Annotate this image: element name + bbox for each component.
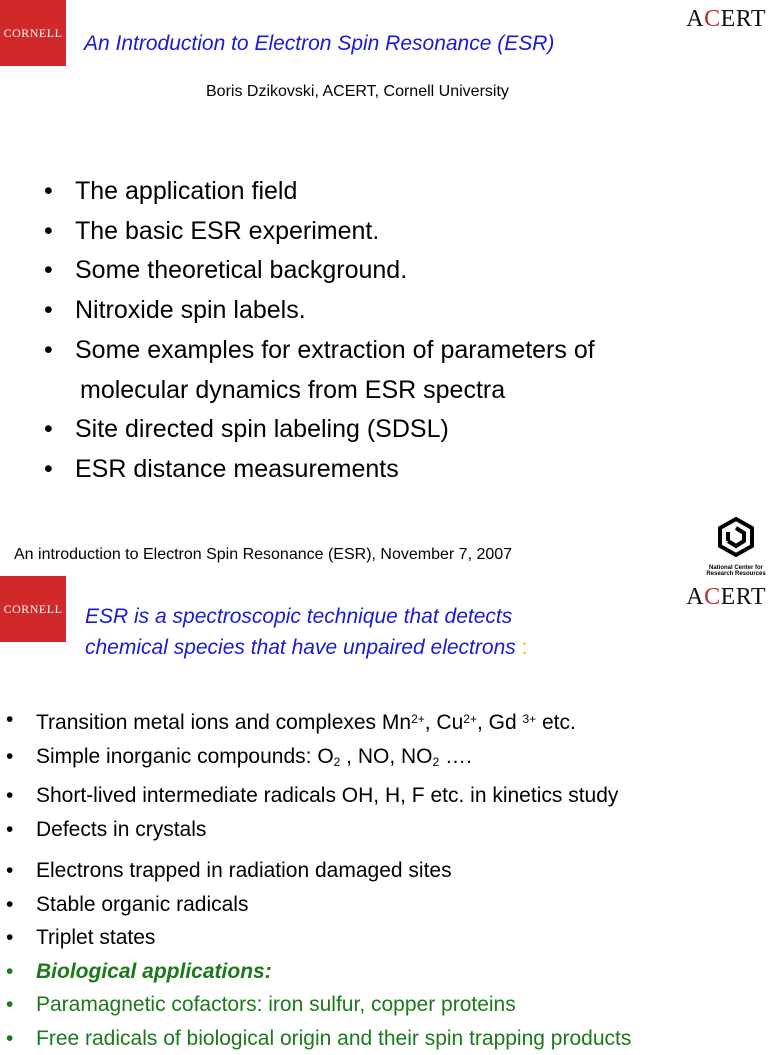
list-item: • Short-lived intermediate radicals OH, H, F etc. in kinetics study bbox=[6, 779, 631, 813]
list-item-continuation: molecular dynamics from ESR spectra bbox=[44, 371, 595, 411]
list-item: • Electrons trapped in radiation damaged sites bbox=[6, 854, 631, 888]
slide1-bullet-list bbox=[44, 172, 595, 490]
list-item: • Triplet states bbox=[6, 921, 631, 955]
acert-logo: ACERT bbox=[686, 6, 766, 33]
list-item: • Defects in crystals bbox=[6, 813, 631, 847]
list-item: • The basic ESR experiment. bbox=[44, 212, 595, 252]
ncrr-emblem-icon bbox=[714, 516, 758, 560]
acert-logo-2: ACERT bbox=[686, 584, 766, 611]
list-item: • Transition metal ions and complexes $Mn^{2+}$, $Cu^{2+}$, Gd $^{3+}$ etc. bbox=[6, 703, 631, 740]
cornell-logo: CORNELL bbox=[0, 0, 66, 66]
ncrr-logo bbox=[704, 516, 768, 577]
list-item: • Paramagnetic cofactors: iron sulfur, copper proteins bbox=[6, 988, 631, 1022]
slide2-bullet-list bbox=[6, 703, 631, 1055]
list-item: • Free radicals of biological origin and their spin trapping products bbox=[6, 1022, 631, 1055]
list-item: • Site directed spin labeling (SDSL) bbox=[44, 410, 595, 450]
list-item: • Simple inorganic compounds: $O_2$ , NO, $NO_2$ …. bbox=[6, 740, 631, 780]
list-item: • Biological applications: bbox=[6, 955, 631, 989]
slide1-title: An Introduction to Electron Spin Resonance (ESR) bbox=[84, 32, 554, 56]
cornell-logo-2: CORNELL bbox=[0, 576, 66, 642]
slide1-footer: An introduction to Electron Spin Resonance (ESR), November 7, 2007 bbox=[14, 546, 512, 564]
list-item: • Nitroxide spin labels. bbox=[44, 291, 595, 331]
slide2-title: ESR is a spectroscopic technique that detects chemical species that have unpaired electrons : bbox=[85, 601, 527, 663]
ncrr-label: National Center for Research Resources bbox=[704, 565, 768, 577]
list-item: • Some examples for extraction of parameters of bbox=[44, 331, 595, 371]
author-line: Boris Dzikovski, ACERT, Cornell University bbox=[206, 83, 509, 101]
list-item: • The application field bbox=[44, 172, 595, 212]
list-item: • Stable organic radicals bbox=[6, 888, 631, 922]
list-item: • ESR distance measurements bbox=[44, 450, 595, 490]
list-item: • Some theoretical background. bbox=[44, 251, 595, 291]
